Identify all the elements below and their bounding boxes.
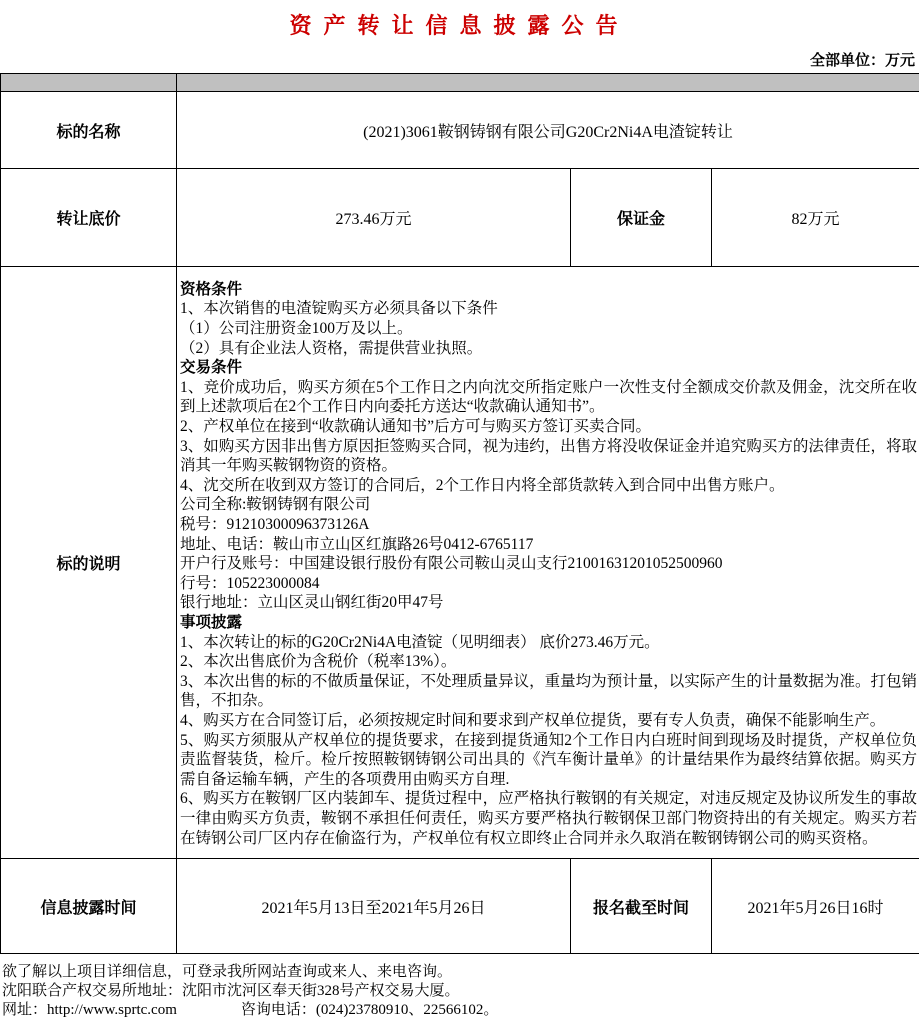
- row-description: [1, 267, 919, 859]
- description-line: 1、本次转让的标的G20Cr2Ni4A电渣锭（见明细表） 底价273.46万元。: [180, 633, 660, 651]
- registration-deadline-value: 2021年5月26日16时: [712, 859, 919, 954]
- description-line: 开户行及账号：中国建设银行股份有限公司鞍山灵山支行21001631201052500960: [180, 555, 723, 573]
- base-price-label: 转让底价: [1, 169, 177, 267]
- footer: [0, 954, 919, 1020]
- description-line: 4、沈交所在收到双方签订的合同后，2个工作日内将全部货款转入到合同中出售方账户。: [180, 476, 785, 494]
- description-content: [177, 267, 919, 859]
- page-title: 资产转让信息披露公告: [289, 13, 630, 38]
- website-url: http://www.sprtc.com: [47, 1002, 177, 1018]
- website-label: 网址：: [2, 1002, 48, 1018]
- header-cell-right: [177, 74, 919, 92]
- description-line: 4、购买方在合同签订后，必须按规定时间和要求到产权单位提货，要有专人负责，确保不能影响生产。: [180, 711, 886, 729]
- subject-name-value: (2021)3061鞍钢铸钢有限公司G20Cr2Ni4A电渣锭转让: [177, 92, 919, 169]
- footer-address-line: 沈阳联合产权交易所地址：沈阳市沈河区奉天街328号产权交易大厦。: [2, 983, 460, 999]
- footer-contact-line: [2, 1001, 919, 1020]
- row-disclosure-time: [1, 859, 919, 954]
- description-line: （1）公司注册资金100万及以上。: [180, 320, 413, 338]
- phone-label: 咨询电话：: [240, 1002, 316, 1018]
- description-section-heading: 交易条件: [180, 359, 243, 377]
- row-subject-name: [1, 92, 919, 169]
- deposit-value: 82万元: [712, 169, 919, 267]
- disclosure-time-value: 2021年5月13日至2021年5月26日: [177, 859, 571, 954]
- description-line: 6、购买方在鞍钢厂区内装卸车、提货过程中，应严格执行鞍钢的有关规定，对违反规定及协议所发生的事故一律由购买方负责，鞍钢不承担任何责任，购买方要严格执行鞍钢保卫部门物资持出的有关规定。购买方若在铸钢公司厂区内存在偷盗行为，产权单位有权立即终止合同并永久取消在鞍钢铸钢公司的购买资格。: [180, 790, 918, 847]
- description-line: 行号：105223000084: [180, 574, 320, 592]
- table-header-row: [1, 74, 919, 92]
- description-label: 标的说明: [1, 267, 177, 859]
- deposit-label: 保证金: [571, 169, 712, 267]
- row-price: [1, 169, 919, 267]
- registration-deadline-label: 报名截至时间: [571, 859, 712, 954]
- base-price-value: 273.46万元: [177, 169, 571, 267]
- description-line: 5、购买方须服从产权单位的提货要求，在接到提货通知2个工作日内白班时间到现场及时提货，产权单位负责监督装货，检斤。检斤按照鞍钢铸钢公司出具的《汽车衡计量单》的计量结果作为最终结算依据。购买方需自备运输车辆，产生的各项费用由购买方自理.: [180, 731, 918, 788]
- description-line: 3、如购买方因非出售方原因拒签购买合同，视为违约，出售方将没收保证金并追究购买方的法律责任，将取消其一年购买鞍钢物资的资格。: [180, 437, 918, 475]
- footer-info-line: 欲了解以上项目详细信息，可登录我所网站查询或来人、来电咨询。: [2, 964, 453, 980]
- description-line: 公司全称:鞍钢铸钢有限公司: [180, 496, 371, 514]
- description-line: 地址、电话：鞍山市立山区红旗路26号0412-6765117: [180, 535, 534, 553]
- disclosure-time-label: 信息披露时间: [1, 859, 177, 954]
- description-line: （2）具有企业法人资格，需提供营业执照。: [180, 339, 483, 357]
- description-line: 银行地址：立山区灵山钢红街20甲47号: [180, 594, 444, 612]
- description-line: 3、本次出售的标的不做质量保证，不处理质量异议，重量均为预计量，以实际产生的计量数据为准。打包销售，不扣杂。: [180, 672, 918, 710]
- description-line: 1、竞价成功后，购买方须在5个工作日之内向沈交所指定账户一次性支付全额成交价款及佣金，沈交所在收到上述款项后在2个工作日内向委托方送达“收款确认通知书”。: [180, 378, 918, 416]
- header-cell-left: [1, 74, 177, 92]
- unit-note: 全部单位：万元: [809, 53, 915, 69]
- description-line: 2、产权单位在接到“收款确认通知书”后方可与购买方签订买卖合同。: [180, 418, 652, 436]
- description-line: 2、本次出售底价为含税价（税率13%）。: [180, 653, 457, 671]
- phone-numbers: (024)23780910、22566102。: [315, 1002, 499, 1018]
- description-section-heading: 事项披露: [180, 613, 243, 631]
- description-section-heading: 资格条件: [180, 280, 243, 298]
- description-line: 1、本次销售的电渣锭购买方必须具备以下条件: [180, 300, 498, 318]
- disclosure-table: [0, 73, 919, 954]
- subject-name-label: 标的名称: [1, 92, 177, 169]
- description-line: 税号：91210300096373126A: [180, 516, 370, 534]
